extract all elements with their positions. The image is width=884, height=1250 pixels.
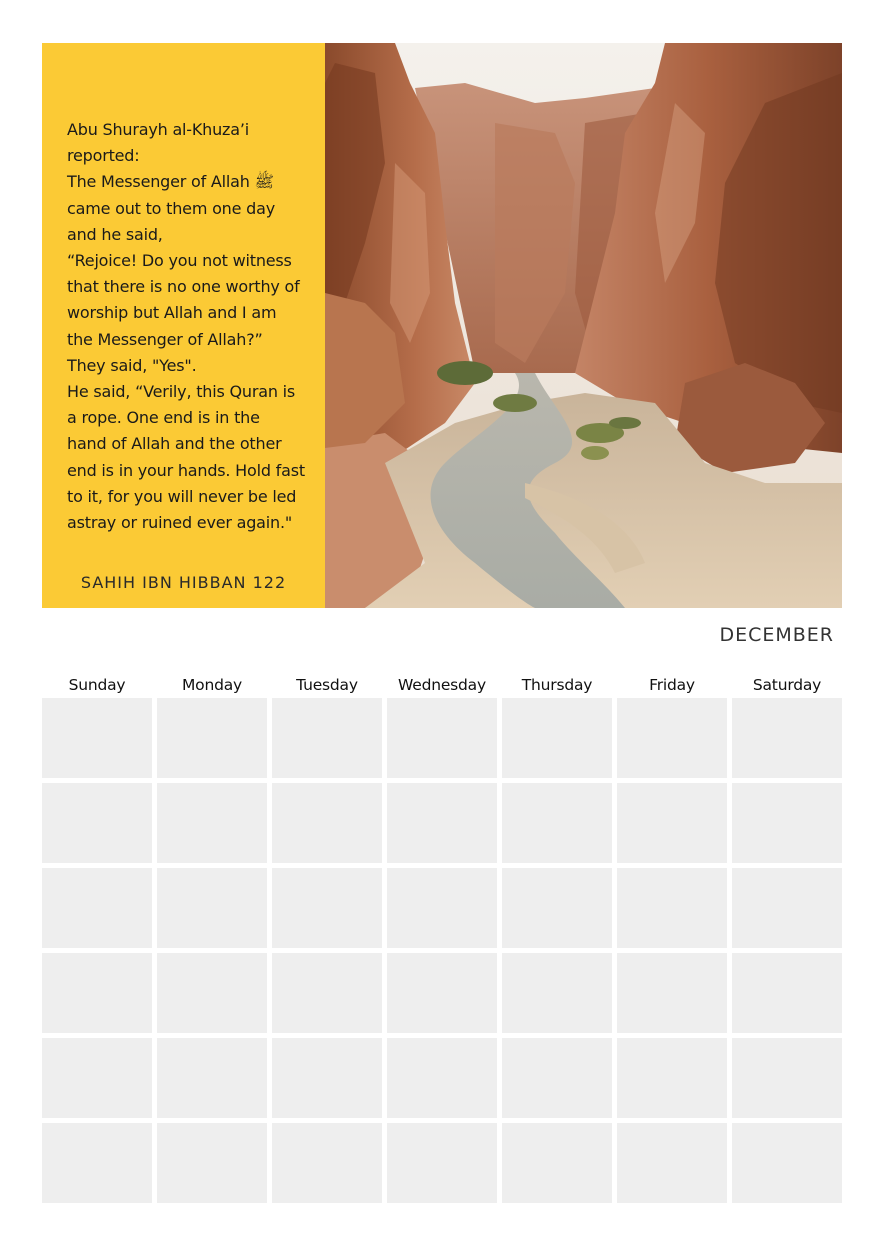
weekday-sunday: Sunday <box>68 676 126 694</box>
quote-line: and he said, <box>67 224 163 244</box>
quote-line: hand of Allah and the other <box>67 434 282 454</box>
canyon-photo <box>325 43 842 608</box>
calendar-day-cell[interactable] <box>42 1123 152 1203</box>
quote-line: astray or ruined ever again." <box>67 513 293 533</box>
quote-line: reported: <box>67 146 140 166</box>
calendar-day-cell[interactable] <box>387 1123 497 1203</box>
calendar-day-cell[interactable] <box>502 783 612 863</box>
calendar-day-cell[interactable] <box>272 783 382 863</box>
canyon-river-image <box>325 43 842 608</box>
calendar-day-cell[interactable] <box>387 953 497 1033</box>
quote-line: a rope. One end is in the <box>67 408 260 428</box>
calendar-day-cell[interactable] <box>502 953 612 1033</box>
calendar-grid <box>42 698 842 1203</box>
weekday-friday: Friday <box>649 676 695 694</box>
calendar-day-cell[interactable] <box>272 698 382 778</box>
quote-line: to it, for you will never be led <box>67 486 297 506</box>
hadith-source: SAHIH IBN HIBBAN 122 <box>80 573 287 592</box>
weekday-wednesday: Wednesday <box>398 676 486 694</box>
weekday-saturday: Saturday <box>752 676 822 694</box>
calendar-day-cell[interactable] <box>502 698 612 778</box>
calendar-day-cell[interactable] <box>42 1038 152 1118</box>
weekday-tuesday: Tuesday <box>296 676 358 694</box>
weekday-monday: Monday <box>182 676 242 694</box>
calendar-day-cell[interactable] <box>502 1038 612 1118</box>
calendar-day-cell[interactable] <box>42 783 152 863</box>
calendar-day-cell[interactable] <box>617 1038 727 1118</box>
calendar-day-cell[interactable] <box>502 1123 612 1203</box>
quote-line: They said, "Yes". <box>67 355 197 375</box>
calendar-day-cell[interactable] <box>157 1038 267 1118</box>
calendar-day-cell[interactable] <box>617 953 727 1033</box>
calendar-day-cell[interactable] <box>732 1038 842 1118</box>
calendar-day-cell[interactable] <box>157 953 267 1033</box>
calendar-day-cell[interactable] <box>387 783 497 863</box>
calendar-day-cell[interactable] <box>502 868 612 948</box>
calendar-day-cell[interactable] <box>42 698 152 778</box>
calendar-day-cell[interactable] <box>387 698 497 778</box>
calendar-day-cell[interactable] <box>732 953 842 1033</box>
calendar-day-cell[interactable] <box>157 698 267 778</box>
calendar-day-cell[interactable] <box>157 868 267 948</box>
quote-line: end is in your hands. Hold fast <box>67 460 305 480</box>
calendar-day-cell[interactable] <box>272 953 382 1033</box>
calendar-day-cell[interactable] <box>732 783 842 863</box>
calendar-day-cell[interactable] <box>157 783 267 863</box>
quote-line: The Messenger of Allah ﷺ <box>67 172 274 192</box>
hadith-quote-panel <box>42 43 325 608</box>
quote-line: “Rejoice! Do you not witness <box>67 251 292 271</box>
calendar-day-cell[interactable] <box>42 868 152 948</box>
weekday-thursday: Thursday <box>521 676 593 694</box>
weekday-header-row <box>42 676 842 694</box>
calendar-day-cell[interactable] <box>617 783 727 863</box>
quote-line: came out to them one day <box>67 198 275 218</box>
quote-line: Abu Shurayh al-Khuza’i <box>67 120 249 139</box>
calendar-day-cell[interactable] <box>617 698 727 778</box>
month-title: DECEMBER <box>719 624 834 646</box>
calendar-day-cell[interactable] <box>272 1038 382 1118</box>
calendar-day-cell[interactable] <box>617 868 727 948</box>
calendar-day-cell[interactable] <box>732 1123 842 1203</box>
calendar-day-cell[interactable] <box>387 1038 497 1118</box>
calendar-day-cell[interactable] <box>42 953 152 1033</box>
calendar-day-cell[interactable] <box>272 868 382 948</box>
calendar-day-cell[interactable] <box>732 868 842 948</box>
calendar-day-cell[interactable] <box>272 1123 382 1203</box>
quote-line: He said, “Verily, this Quran is <box>67 382 296 402</box>
header-block <box>42 43 842 608</box>
calendar-day-cell[interactable] <box>157 1123 267 1203</box>
calendar-day-cell[interactable] <box>732 698 842 778</box>
quote-line: that there is no one worthy of <box>67 277 300 297</box>
quote-line: the Messenger of Allah?” <box>67 329 263 349</box>
calendar-day-cell[interactable] <box>617 1123 727 1203</box>
calendar-day-cell[interactable] <box>387 868 497 948</box>
quote-line: worship but Allah and I am <box>67 303 277 323</box>
